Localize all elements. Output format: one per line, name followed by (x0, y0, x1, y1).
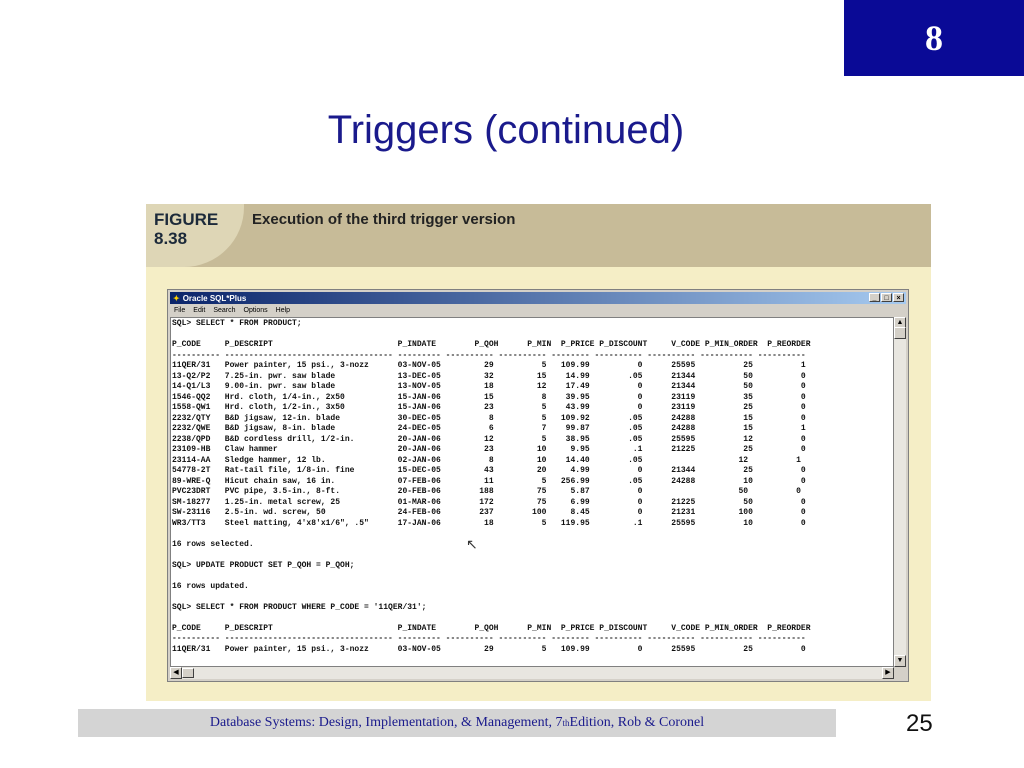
console-line: 23114-AA Sledge hammer, 12 lb. 02-JAN-06 8 10 14.40 .05 12 1 (172, 455, 801, 465)
console-line: 1546-QQ2 Hrd. cloth, 1/4-in., 2x50 15-JAN-06 15 8 39.95 0 23119 35 0 (172, 392, 806, 402)
window-controls (869, 293, 904, 302)
menu-edit[interactable]: Edit (193, 307, 206, 314)
console-line: SQL> SELECT * FROM PRODUCT WHERE P_CODE = '11QER/31'; (172, 602, 427, 612)
console-line: 13-Q2/P2 7.25-in. pwr. saw blade 13-DEC-05 32 15 14.99 .05 21344 50 0 (172, 371, 806, 381)
sqlplus-app-icon: ✦ (173, 293, 180, 303)
menu-options[interactable]: Options (243, 307, 268, 314)
console-line: 14-Q1/L3 9.00-in. pwr. saw blade 13-NOV-05 18 12 17.49 0 21344 50 0 (172, 382, 806, 391)
figure-number: 8.38 (154, 229, 188, 248)
menu-bar (170, 305, 290, 316)
scroll-thumb[interactable] (894, 327, 906, 339)
console-line: 2232/QWE B&D jigsaw, 8-in. blade 24-DEC-05 6 7 99.87 .05 24288 15 1 (172, 424, 806, 433)
scroll-right-icon[interactable]: ▶ (882, 667, 894, 679)
window-titlebar[interactable] (170, 292, 906, 304)
mouse-pointer-icon: ↖ (466, 536, 478, 552)
console-line: ---------- ----------------------------------- --------- ---------- ---------- -------- ---------- ---------- ----------- ---------- (172, 350, 806, 360)
console-line: SW-23116 2.5-in. wd. screw, 50 24-FEB-06 237 100 8.45 0 21231 100 0 (172, 508, 806, 517)
console-line: 2238/QPD B&D cordless drill, 1/2-in. 20-JAN-06 12 5 38.95 .05 25595 12 0 (172, 434, 806, 444)
scroll-up-icon[interactable]: ▲ (894, 317, 906, 329)
footer-citation (78, 709, 836, 737)
vertical-scrollbar[interactable] (894, 317, 906, 667)
scroll-left-icon[interactable]: ◀ (170, 667, 182, 679)
sqlplus-window (167, 289, 909, 682)
horizontal-scrollbar[interactable] (170, 667, 894, 679)
console-line: P_CODE P_DESCRIPT P_INDATE P_QOH P_MIN P_PRICE P_DISCOUNT V_CODE P_MIN_ORDER P_REORDER (172, 623, 811, 633)
chapter-number-box (844, 0, 1024, 76)
chapter-number: 8 (925, 18, 943, 58)
console-line: 1558-QW1 Hrd. cloth, 1/2-in., 3x50 15-JAN-06 23 5 43.99 0 23119 25 0 (172, 403, 806, 412)
console-line: 11QER/31 Power painter, 15 psi., 3-nozz 03-NOV-05 29 5 109.99 0 25595 25 0 (172, 644, 806, 654)
menu-help[interactable]: Help (275, 307, 291, 314)
console-line: 16 rows updated. (172, 581, 249, 591)
footer-text-end: Edition, Rob & Coronel (569, 715, 705, 730)
console-line: 23109-HB Claw hammer 20-JAN-06 23 10 9.95 .1 21225 25 0 (172, 445, 806, 454)
console-line: WR3/TT3 Steel matting, 4'x8'x1/6", .5" 17-JAN-06 18 5 119.95 .1 25595 10 0 (172, 518, 806, 528)
console-line: 54778-2T Rat-tail file, 1/8-in. fine 15-DEC-05 43 20 4.99 0 21344 25 0 (172, 466, 806, 475)
menu-search[interactable]: Search (213, 307, 236, 314)
footer-text-start: Database Systems: Design, Implementation, & Management, 7 (209, 715, 563, 730)
console-line: PVC23DRT PVC pipe, 3.5-in., 8-ft. 20-FEB-06 188 75 5.87 0 50 0 (172, 487, 801, 496)
console-line: 2232/QTY B&D jigsaw, 12-in. blade 30-DEC-05 8 5 109.92 .05 24288 15 0 (172, 413, 806, 423)
window-title: Oracle SQL*Plus (182, 293, 247, 303)
console-line: P_CODE P_DESCRIPT P_INDATE P_QOH P_MIN P_PRICE P_DISCOUNT V_CODE P_MIN_ORDER P_REORDER (172, 340, 811, 349)
figure-header (146, 204, 931, 267)
console-line: SM-18277 1.25-in. metal screw, 25 01-MAR-06 172 75 6.99 0 21225 50 0 (172, 497, 806, 507)
footer-superscript: th (562, 718, 570, 728)
console-line: SQL> UPDATE PRODUCT SET P_QOH = P_QOH; (172, 560, 355, 570)
menu-file[interactable]: File (174, 307, 186, 314)
figure-caption: Execution of the third trigger version (252, 211, 516, 228)
console-output[interactable] (170, 317, 894, 667)
horizontal-scroll-thumb[interactable] (182, 668, 194, 678)
page-number: 25 (906, 710, 933, 737)
scroll-down-icon[interactable]: ▼ (894, 655, 906, 667)
close-button[interactable]: × (893, 293, 904, 302)
console-line: 16 rows selected. (172, 539, 254, 549)
console-line: SQL> SELECT * FROM PRODUCT; (172, 319, 302, 328)
maximize-button[interactable]: □ (881, 293, 892, 302)
minimize-button[interactable]: _ (869, 293, 880, 302)
console-line: ---------- ----------------------------------- --------- ---------- ---------- -------- ---------- ---------- ----------- ---------- (172, 634, 806, 643)
console-line: 89-WRE-Q Hicut chain saw, 16 in. 07-FEB-06 11 5 256.99 .05 24288 10 0 (172, 476, 806, 486)
console-line: 11QER/31 Power painter, 15 psi., 3-nozz 03-NOV-05 29 5 109.99 0 25595 25 1 (172, 361, 806, 370)
slide-title: Triggers (continued) (327, 108, 685, 152)
figure-label-word: FIGURE (154, 210, 219, 229)
console-text (171, 318, 893, 655)
figure-label (154, 210, 218, 248)
